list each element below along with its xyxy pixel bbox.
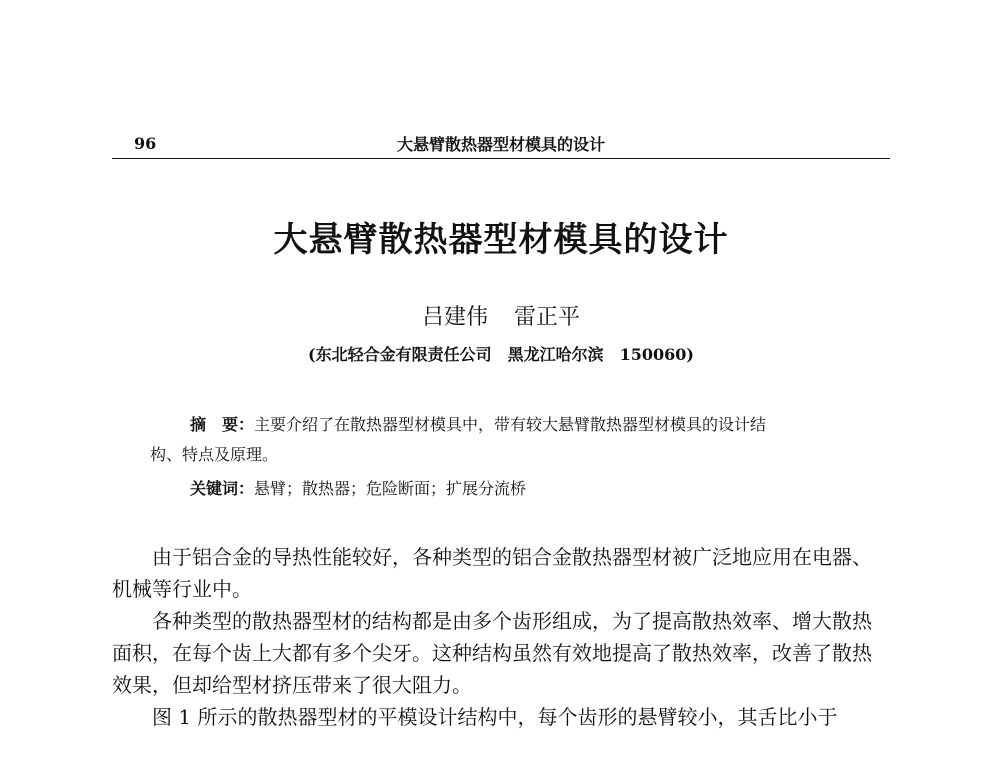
paragraph: 由于铝合金的导热性能较好，各种类型的铝合金散热器型材被广泛地应用在电器、机械等行业中。 (112, 545, 872, 601)
page-header (112, 128, 890, 159)
abstract (150, 410, 860, 470)
abstract-label: 摘 要： (190, 415, 255, 434)
body-text (112, 541, 890, 733)
paper-title: 大悬臂散热器型材模具的设计 (273, 220, 729, 260)
abstract-line-2: 构、特点及原理。 (150, 445, 279, 464)
keywords (190, 477, 526, 501)
keywords-label: 关键词： (190, 479, 255, 498)
running-title: 大悬臂散热器型材模具的设计 (396, 135, 605, 154)
abstract-text-1: 主要介绍了在散热器型材模具中，带有较大悬臂散热器型材模具的设计结 (254, 415, 767, 434)
author-name: 雷正平 (514, 305, 581, 330)
affiliation: (东北轻合金有限责任公司 黑龙江哈尔滨 150060) (308, 345, 694, 364)
page-number: 96 (134, 134, 157, 153)
paragraph: 各种类型的散热器型材的结构都是由多个齿形组成，为了提高散热效率、增大散热面积，在每个齿上大都有多个尖牙。这种结构虽然有效地提高了散热效率，改善了散热效果，但却给型材挤压带来了很大阻力。 (112, 609, 872, 697)
authors (112, 300, 890, 331)
abstract-line-1 (150, 410, 860, 440)
paragraph: 图 1 所示的散热器型材的平模设计结构中，每个齿形的悬臂较小，其舌比小于 (152, 705, 838, 729)
author-name: 吕建伟 (421, 305, 488, 330)
keywords-text: 悬臂；散热器；危险断面；扩展分流桥 (254, 479, 527, 498)
